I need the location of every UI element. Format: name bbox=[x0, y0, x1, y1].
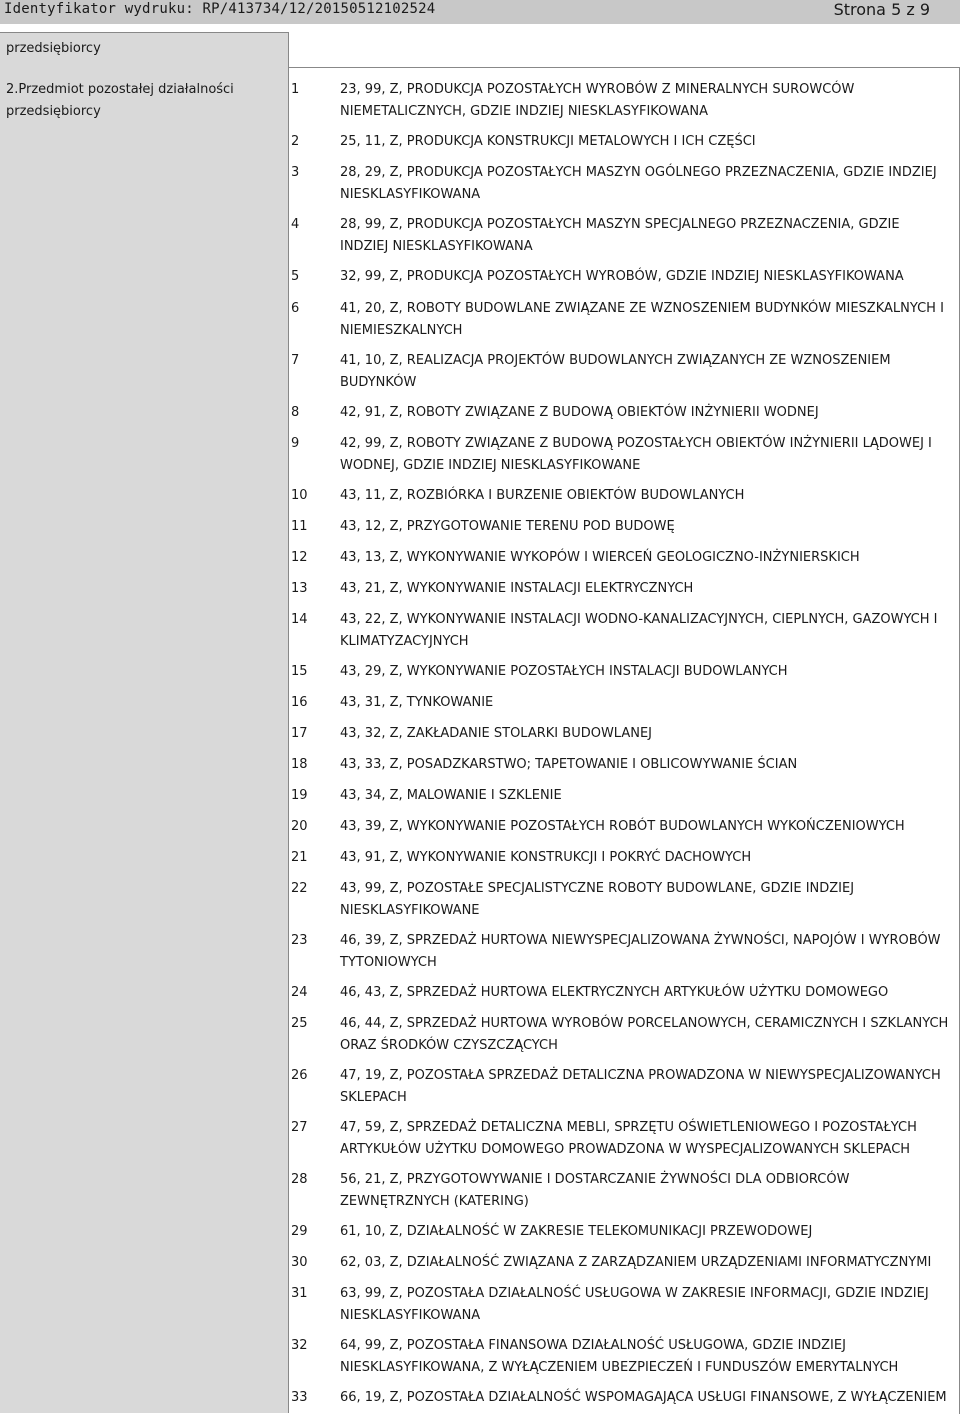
item-description-line1: 46, 44, Z, SPRZEDAŻ HURTOWA WYROBÓW PORCELANOWYCH, CERAMICZNYCH I SZKLANYCH bbox=[340, 1016, 949, 1031]
item-description bbox=[340, 723, 952, 745]
item-description-line2: INDZIEJ NIESKLASYFIKOWANA bbox=[340, 239, 533, 254]
item-number: 33 bbox=[291, 1390, 308, 1405]
item-description bbox=[340, 982, 952, 1004]
item-description-line1: 43, 12, Z, PRZYGOTOWANIE TERENU POD BUDOWĘ bbox=[340, 519, 675, 534]
item-description bbox=[340, 816, 952, 838]
item-number: 28 bbox=[291, 1172, 308, 1187]
top-label-cell bbox=[0, 32, 289, 68]
section-label-line1: 2.Przedmiot pozostałej działalności bbox=[6, 82, 234, 97]
item-description-line1: 47, 19, Z, POZOSTAŁA SPRZEDAŻ DETALICZNA PROWADZONA W NIEWYSPECJALIZOWANYCH bbox=[340, 1068, 941, 1083]
item-description bbox=[340, 1283, 952, 1327]
item-number: 20 bbox=[291, 819, 308, 834]
item-description-line1: 42, 91, Z, ROBOTY ZWIĄZANE Z BUDOWĄ OBIEKTÓW INŻYNIERII WODNEJ bbox=[340, 405, 819, 420]
item-description-line2: NIESKLASYFIKOWANA, Z WYŁĄCZENIEM UBEZPIECZEŃ I FUNDUSZÓW EMERYTALNYCH bbox=[340, 1360, 899, 1375]
item-description-line1: 41, 10, Z, REALIZACJA PROJEKTÓW BUDOWLANYCH ZWIĄZANYCH ZE WZNOSZENIEM bbox=[340, 353, 891, 368]
section-label-line2: przedsiębiorcy bbox=[6, 104, 101, 119]
item-description bbox=[340, 785, 952, 807]
item-number: 10 bbox=[291, 488, 308, 503]
item-description-line1: 62, 03, Z, DZIAŁALNOŚĆ ZWIĄZANA Z ZARZĄDZANIEM URZĄDZENIAMI INFORMATYCZNYMI bbox=[340, 1255, 932, 1270]
item-number: 27 bbox=[291, 1120, 308, 1135]
item-description bbox=[340, 1169, 952, 1213]
item-description-line1: 43, 29, Z, WYKONYWANIE POZOSTAŁYCH INSTALACJI BUDOWLANYCH bbox=[340, 664, 788, 679]
item-description-line1: 56, 21, Z, PRZYGOTOWYWANIE I DOSTARCZANIE ŻYWNOŚCI DLA ODBIORCÓW bbox=[340, 1172, 850, 1187]
item-description-line1: 43, 99, Z, POZOSTAŁE SPECJALISTYCZNE ROBOTY BUDOWLANE, GDZIE INDZIEJ bbox=[340, 881, 855, 896]
item-description-line1: 43, 21, Z, WYKONYWANIE INSTALACJI ELEKTRYCZNYCH bbox=[340, 581, 694, 596]
item-description-line2: TYTONIOWYCH bbox=[340, 955, 437, 970]
item-number: 3 bbox=[291, 165, 300, 180]
item-description bbox=[340, 547, 952, 569]
item-number: 23 bbox=[291, 933, 308, 948]
item-description-line1: 46, 43, Z, SPRZEDAŻ HURTOWA ELEKTRYCZNYCH ARTYKUŁÓW UŻYTKU DOMOWEGO bbox=[340, 985, 889, 1000]
item-description-line1: 43, 32, Z, ZAKŁADANIE STOLARKI BUDOWLANEJ bbox=[340, 726, 653, 741]
item-description bbox=[340, 516, 952, 538]
page-number: Strona 5 z 9 bbox=[833, 0, 930, 19]
item-number: 25 bbox=[291, 1016, 308, 1031]
item-description bbox=[340, 402, 952, 424]
item-description bbox=[340, 79, 952, 123]
item-number: 15 bbox=[291, 664, 308, 679]
item-description bbox=[340, 1387, 952, 1409]
item-number: 16 bbox=[291, 695, 308, 710]
item-description-line1: 43, 13, Z, WYKONYWANIE WYKOPÓW I WIERCEŃ GEOLOGICZNO-INŻYNIERSKICH bbox=[340, 550, 860, 565]
item-description-line1: 42, 99, Z, ROBOTY ZWIĄZANE Z BUDOWĄ POZOSTAŁYCH OBIEKTÓW INŻYNIERII LĄDOWEJ I bbox=[340, 436, 932, 451]
item-description bbox=[340, 578, 952, 600]
item-description-line1: 41, 20, Z, ROBOTY BUDOWLANE ZWIĄZANE ZE WZNOSZENIEM BUDYNKÓW MIESZKALNYCH I bbox=[340, 301, 944, 316]
item-number: 22 bbox=[291, 881, 308, 896]
item-description bbox=[340, 847, 952, 869]
item-description-line2: KLIMATYZACYJNYCH bbox=[340, 634, 469, 649]
item-description-line1: 32, 99, Z, PRODUKCJA POZOSTAŁYCH WYROBÓW, GDZIE INDZIEJ NIESKLASYFIKOWANA bbox=[340, 269, 904, 284]
item-description bbox=[340, 1013, 952, 1057]
item-description bbox=[340, 878, 952, 922]
item-description-line1: 64, 99, Z, POZOSTAŁA FINANSOWA DZIAŁALNOŚĆ USŁUGOWA, GDZIE INDZIEJ bbox=[340, 1338, 846, 1353]
item-description bbox=[340, 1117, 952, 1161]
item-number: 17 bbox=[291, 726, 308, 741]
item-description-line1: 43, 34, Z, MALOWANIE I SZKLENIE bbox=[340, 788, 562, 803]
item-number: 21 bbox=[291, 850, 308, 865]
item-description-line2: ARTYKUŁÓW UŻYTKU DOMOWEGO PROWADZONA W WYSPECJALIZOWANYCH SKLEPACH bbox=[340, 1142, 911, 1157]
item-description-line2: ZEWNĘTRZNYCH (KATERING) bbox=[340, 1194, 529, 1209]
item-description-line1: 43, 39, Z, WYKONYWANIE POZOSTAŁYCH ROBÓT BUDOWLANYCH WYKOŃCZENIOWYCH bbox=[340, 819, 905, 834]
item-description-line1: 63, 99, Z, POZOSTAŁA DZIAŁALNOŚĆ USŁUGOWA W ZAKRESIE INFORMACJI, GDZIE INDZIEJ bbox=[340, 1286, 929, 1301]
item-description-line2: WODNEJ, GDZIE INDZIEJ NIESKLASYFIKOWANE bbox=[340, 458, 641, 473]
item-description-line1: 61, 10, Z, DZIAŁALNOŚĆ W ZAKRESIE TELEKOMUNIKACJI PRZEWODOWEJ bbox=[340, 1224, 813, 1239]
item-number: 32 bbox=[291, 1338, 308, 1353]
item-description-line1: 43, 31, Z, TYNKOWANIE bbox=[340, 695, 494, 710]
item-description-line1: 43, 33, Z, POSADZKARSTWO; TAPETOWANIE I OBLICOWYWANIE ŚCIAN bbox=[340, 757, 798, 772]
item-description bbox=[340, 485, 952, 507]
item-description-line1: 25, 11, Z, PRODUKCJA KONSTRUKCJI METALOWYCH I ICH CZĘŚCI bbox=[340, 134, 756, 149]
item-description-line1: 43, 91, Z, WYKONYWANIE KONSTRUKCJI I POKRYĆ DACHOWYCH bbox=[340, 850, 752, 865]
item-description-line1: 46, 39, Z, SPRZEDAŻ HURTOWA NIEWYSPECJALIZOWANA ŻYWNOŚCI, NAPOJÓW I WYROBÓW bbox=[340, 933, 941, 948]
item-description bbox=[340, 298, 952, 342]
item-description-line1: 23, 99, Z, PRODUKCJA POZOSTAŁYCH WYROBÓW Z MINERALNYCH SUROWCÓW bbox=[340, 82, 855, 97]
item-number: 2 bbox=[291, 134, 300, 149]
item-description bbox=[340, 1065, 952, 1109]
item-description-line2: NIEMIESZKALNYCH bbox=[340, 323, 463, 338]
item-description bbox=[340, 930, 952, 974]
item-description-line2: ORAZ ŚRODKÓW CZYSZCZĄCYCH bbox=[340, 1038, 558, 1053]
item-number: 13 bbox=[291, 581, 308, 596]
print-header bbox=[0, 0, 960, 24]
item-description bbox=[340, 754, 952, 776]
item-description-line1: 43, 22, Z, WYKONYWANIE INSTALACJI WODNO-KANALIZACYJNYCH, CIEPLNYCH, GAZOWYCH I bbox=[340, 612, 938, 627]
item-number: 29 bbox=[291, 1224, 308, 1239]
item-number: 8 bbox=[291, 405, 300, 420]
item-number: 1 bbox=[291, 82, 300, 97]
item-number: 12 bbox=[291, 550, 308, 565]
item-number: 4 bbox=[291, 217, 300, 232]
item-description bbox=[340, 162, 952, 206]
item-description bbox=[340, 214, 952, 258]
item-description-line2: NIESKLASYFIKOWANA bbox=[340, 187, 481, 202]
item-description bbox=[340, 1221, 952, 1243]
item-description bbox=[340, 433, 952, 477]
section-label-cell bbox=[0, 67, 289, 1413]
item-description bbox=[340, 266, 952, 288]
item-description bbox=[340, 609, 952, 653]
item-description-line1: 43, 11, Z, ROZBIÓRKA I BURZENIE OBIEKTÓW BUDOWLANYCH bbox=[340, 488, 745, 503]
item-number: 26 bbox=[291, 1068, 308, 1083]
item-description-line1: 28, 29, Z, PRODUKCJA POZOSTAŁYCH MASZYN OGÓLNEGO PRZEZNACZENIA, GDZIE INDZIEJ bbox=[340, 165, 937, 180]
item-description-line1: 28, 99, Z, PRODUKCJA POZOSTAŁYCH MASZYN SPECJALNEGO PRZEZNACZENIA, GDZIE bbox=[340, 217, 900, 232]
top-label: przedsiębiorcy bbox=[6, 41, 101, 56]
item-number: 19 bbox=[291, 788, 308, 803]
item-description bbox=[340, 661, 952, 683]
item-description-line2: NIESKLASYFIKOWANA bbox=[340, 1308, 481, 1323]
item-number: 9 bbox=[291, 436, 300, 451]
item-description bbox=[340, 1335, 952, 1379]
item-number: 5 bbox=[291, 269, 300, 284]
section-label bbox=[6, 79, 234, 123]
item-number: 18 bbox=[291, 757, 308, 772]
item-number: 6 bbox=[291, 301, 300, 316]
item-description bbox=[340, 1252, 952, 1274]
item-description bbox=[340, 131, 952, 153]
item-description-line2: NIESKLASYFIKOWANE bbox=[340, 903, 480, 918]
item-description-line2: SKLEPACH bbox=[340, 1090, 407, 1105]
item-number: 24 bbox=[291, 985, 308, 1000]
item-description-line2: BUDYNKÓW bbox=[340, 375, 417, 390]
item-description-line2: NIEMETALICZNYCH, GDZIE INDZIEJ NIESKLASYFIKOWANA bbox=[340, 104, 709, 119]
item-description-line1: 66, 19, Z, POZOSTAŁA DZIAŁALNOŚĆ WSPOMAGAJĄCA USŁUGI FINANSOWE, Z WYŁĄCZENIEM bbox=[340, 1390, 947, 1405]
item-number: 30 bbox=[291, 1255, 308, 1270]
item-description bbox=[340, 692, 952, 714]
item-number: 31 bbox=[291, 1286, 308, 1301]
item-number: 11 bbox=[291, 519, 308, 534]
print-identifier: Identyfikator wydruku: RP/413734/12/20150512102524 bbox=[4, 1, 436, 17]
item-description-line1: 47, 59, Z, SPRZEDAŻ DETALICZNA MEBLI, SPRZĘTU OŚWIETLENIOWEGO I POZOSTAŁYCH bbox=[340, 1120, 917, 1135]
item-description bbox=[340, 350, 952, 394]
item-number: 14 bbox=[291, 612, 308, 627]
item-number: 7 bbox=[291, 353, 300, 368]
activity-list bbox=[289, 67, 960, 1414]
